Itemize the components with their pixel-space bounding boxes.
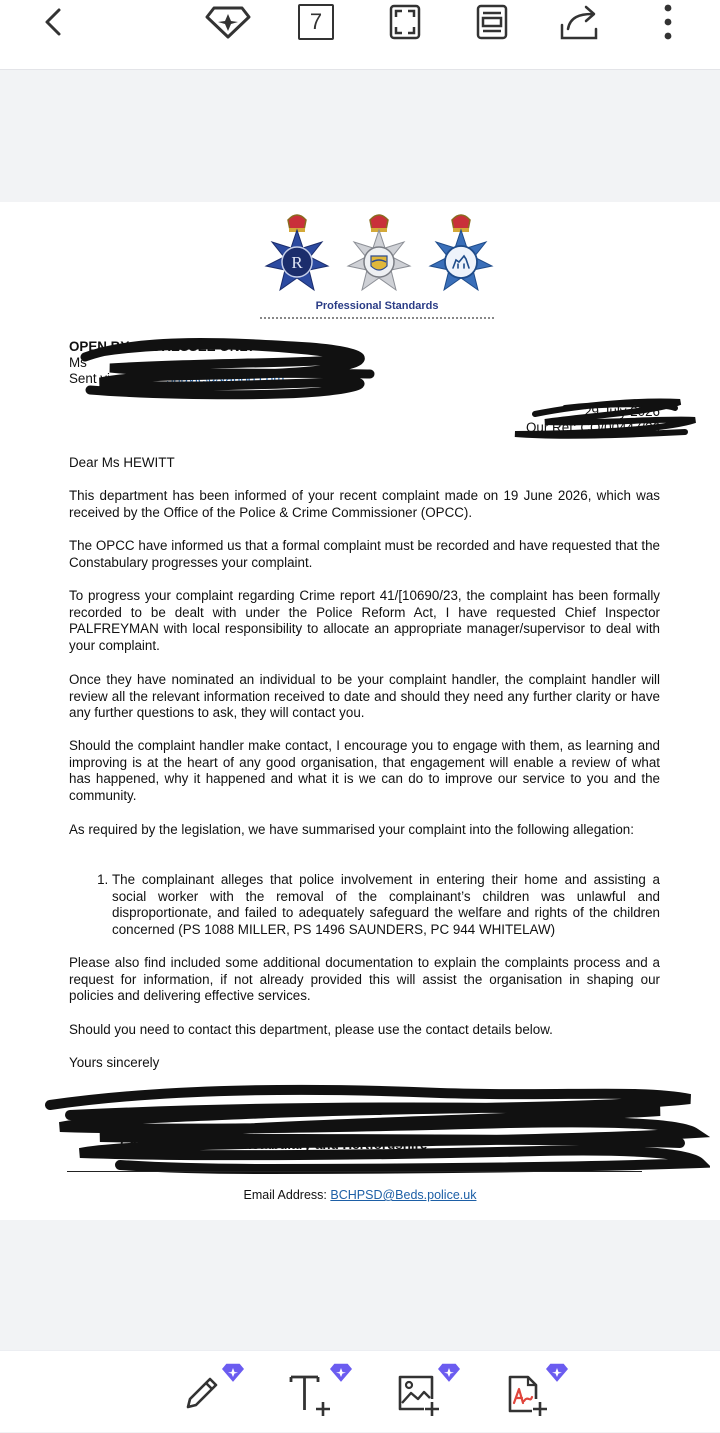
page-count-icon: 7 [298, 4, 334, 40]
footer-email-link[interactable]: BCHPSD@Beds.police.uk [330, 1188, 477, 1202]
signature-fragment: Cambridgeshire Constabulary and Hertfordshire [120, 1137, 428, 1152]
fullscreen-icon[interactable] [385, 0, 425, 44]
herts-police-crest [422, 210, 500, 300]
addressee-heading: OPEN BY ADDRESSEE ONLY [69, 339, 256, 354]
sign-off: Yours sincerely [69, 1055, 160, 1070]
letterhead-divider [260, 317, 494, 319]
body-paragraph: Should the complaint handler make contact, I encourage you to engage with them, as learning and improving is at the heart of any good organisation, that engagement will enable a review of what has happened, why it happened and what it is we can do to improve our service to you and the community. [69, 738, 660, 804]
addressee-name: Ms [69, 355, 87, 370]
edit-pen-button[interactable] [172, 1351, 252, 1433]
our-reference: Our Ref: CO/00447/26 [526, 420, 660, 435]
top-toolbar [0, 0, 720, 70]
page-count-button[interactable] [296, 0, 336, 44]
footer-contact: Email Address: BCHPSD@Beds.police.uk [243, 1188, 477, 1202]
premium-badge-icon [220, 1361, 246, 1385]
letterhead-crests [258, 210, 498, 300]
edit-pen-icon [182, 1373, 222, 1415]
more-options-icon[interactable] [656, 0, 680, 44]
signature-redaction-scribble [40, 1077, 710, 1177]
letter-date: 29 July 2026 [584, 404, 660, 419]
document-page[interactable] [0, 202, 720, 1220]
sign-document-icon [504, 1373, 548, 1417]
add-image-icon [396, 1373, 440, 1417]
premium-badge-icon [436, 1361, 462, 1385]
body-paragraph: To progress your complaint regarding Crime report 41/[10690/23, the complaint has been formally recorded to be dealt with under the Police Reform Act, I have requested Chief Inspector PALFREYMAN with local responsibility to allocate an appropriate manager/supervisor to deal with your complaint. [69, 588, 660, 654]
body-paragraph: This department has been informed of your recent complaint made on 19 June 2026, which was received by the Office of the Police & Crime Commissioner (OPCC). [69, 488, 660, 520]
add-image-button[interactable] [390, 1351, 470, 1433]
premium-diamond-icon[interactable] [202, 0, 254, 44]
add-text-button[interactable] [282, 1351, 362, 1433]
sign-document-button[interactable] [498, 1351, 578, 1433]
addressee-email-link[interactable]: shayle@yahoo.com [166, 371, 285, 386]
cambs-police-crest [340, 210, 418, 300]
body-paragraph: The OPCC have informed us that a formal complaint must be recorded and have requested that the Constabulary progresses your complaint. [69, 538, 660, 570]
salutation: Dear Ms HEWITT [69, 455, 175, 470]
bottom-toolbar [0, 1350, 720, 1432]
allegation-list [69, 872, 660, 939]
body-paragraph: Should you need to contact this department, please use the contact details below. [69, 1022, 553, 1037]
body-paragraph: Please also find included some additional documentation to explain the complaints process and a request for information, if not already provided this will assist the organisation in shaping our policies and delivering effective services. [69, 955, 660, 1004]
allegation-item: 1. The complainant alleges that police involvement in entering their home and assisting a social worker with the removal of the complainant’s children was unlawful and disproportionate, and failed to adequately safeguard the welfare and rights of the children concerned (PS 1088 MILLER, PS 1496 SAUNDERS, PC 944 WHITELAW) [112, 872, 660, 939]
premium-badge-icon [328, 1361, 354, 1385]
premium-badge-icon [544, 1361, 570, 1385]
department-label: Professional Standards [315, 300, 439, 312]
beds-police-crest [258, 210, 336, 300]
svg-text:R: R [291, 253, 303, 272]
add-text-icon [288, 1373, 332, 1417]
reader-mode-icon[interactable] [472, 0, 512, 44]
signature-divider [67, 1171, 642, 1172]
body-paragraph: As required by the legislation, we have summarised your complaint into the following allegation: [69, 822, 634, 837]
body-paragraph: Once they have nominated an individual to be your complaint handler, the complaint handler will review all the relevant information received to date and should they need any further clarity or have any further questions to ask, they will contact you. [69, 672, 660, 721]
share-icon[interactable] [556, 0, 604, 44]
addressee-email-line: Sent via email: shayle@yahoo.com [69, 371, 285, 386]
back-arrow-icon[interactable] [34, 0, 72, 44]
